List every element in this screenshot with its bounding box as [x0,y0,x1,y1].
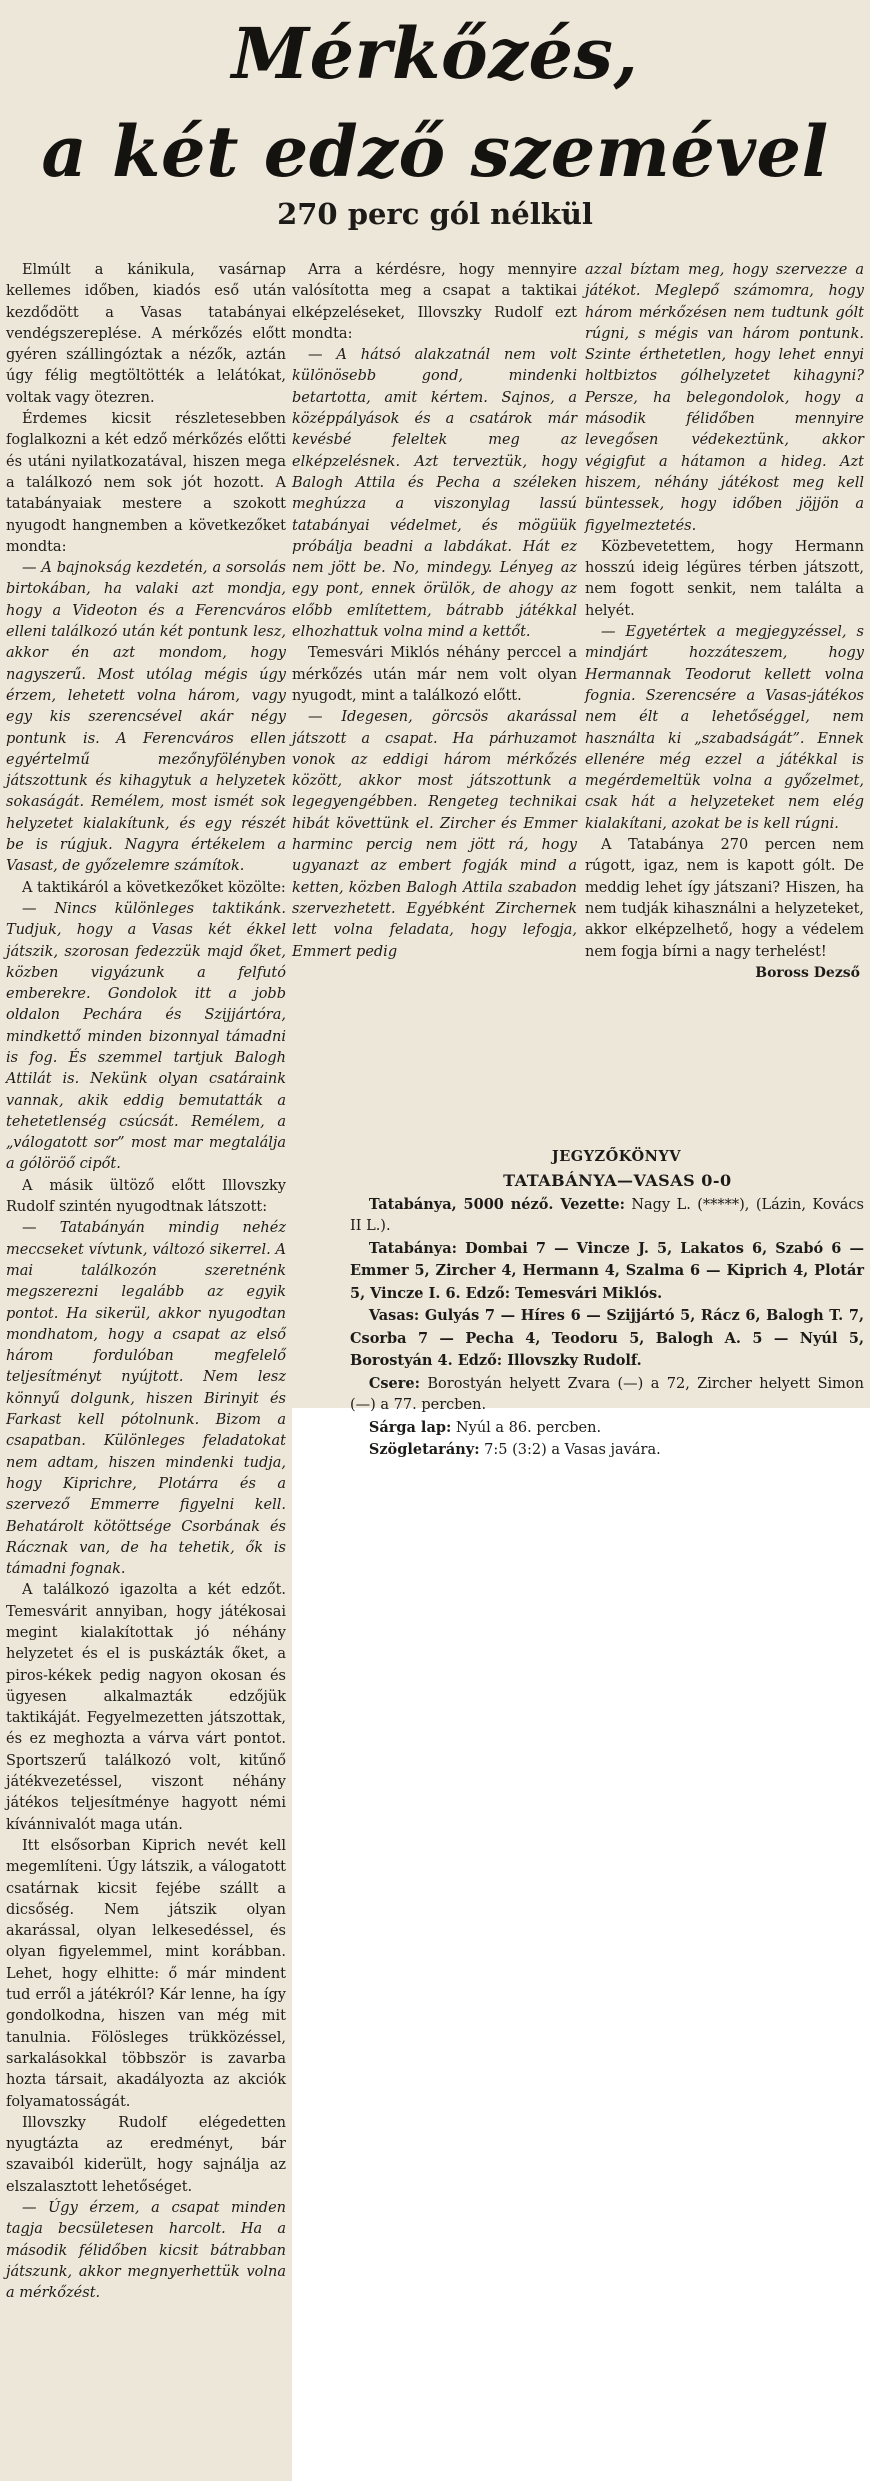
report-vasas-lineup [350,1305,864,1373]
article-column-1 [6,260,286,2305]
report-corners [350,1439,864,1462]
report-yellow-card [350,1417,864,1440]
tatabanya-text: Dombai 7 — Vincze J. 5, Lakatos 6, Szabó 6 — Emmer 5, Zircher 4, Hermann 4, Szalma 6 — Kiprich 4, Plotár 5, Vincze I. 6. Edző: Temesvári Miklós. [350,1239,864,1302]
subs-text: Borostyán helyett Zvara (—) a 72, Zircher helyett Simon (—) a 77. percben. [350,1375,864,1413]
paragraph: — Egyetértek a megjegyzéssel, s mindjárt hozzáteszem, hogy Hermannak Teodorut kellett volna fognia. Szerencsére a Vasas-játékos nem élt a lehetőséggel, nem használta ki „szabadságát”. Ennek ellenére még ezzel a játékkal is megérdemeltük volna a győzelmet, csak hát a helyzeteket nem elég kialakítani, azokat be is kell rúgni. [585,624,864,832]
paragraph: — A bajnokság kezdetén, a sorsolás birtokában, ha valaki azt mondja, hogy a Videoton és a Ferencváros elleni találkozó után két pontunk lesz, akkor én azt mondom, hogy nagyszerű. Most utólag mégis úgy érzem, lehetett volna három, vagy egy kis szerencsével akár négy pontunk is. A Ferencváros ellen egyértelmű mezőnyfölényben játszottunk és kihagytuk a helyzetek sokaságát. Remélem, most ismét sok helyzetet kialakítunk, és egy részét be is rúgjuk. Nagyra értékelem a Vasast, de győzelemre számítok. [6,560,286,875]
paragraph: — Tatabányán mindig nehéz meccseket vívtunk, változó sikerrel. A mai találkozón szeretnénk megszerezni legalább az egyik pontot. Ha sikerül, akkor nyugodtan mondhatom, hogy a csapat az első három fordulóban megfelelő teljesítményt nyújtott. Nem lesz könnyű dolgunk, hiszen Birinyit és Farkast kell pótolnunk. Bizom a csapatban. Különleges feladatokat nem adtam, hiszen mindenki tudja, hogy Kiprichre, Plotárra és a szervező Emmerre figyelni kell. Behatárolt kötöttsége Csorbának és Rácznak van, de ha tehetik, ők is támadni fognak. [6,1220,286,1578]
headline-line-1: Mérkőzés, [231,12,639,95]
report-venue [350,1194,864,1238]
paragraph: azzal bíztam meg, hogy szervezze a játékot. Meglepő számomra, hogy három mérkőzésen nem tudtunk gólt rúgni, s mégis van három pontunk. Szinte érthetetlen, hogy lehet ennyi holtbiztos gólhelyzetet kihagyni? Persze, ha belegondolok, hogy a második félidőben mennyire levegősen védekeztünk, akkor végigfut a hátamon a hideg. Azt hiszem, néhány játékost meg kell büntessek, hogy időben jöjjön a figyelmeztetés. [585,262,864,534]
paragraph: Elmúlt a kánikula, vasárnap kellemes időben, kiadós eső után kezdődött a Vasas tatabányai vendégszereplése. A mérkőzés előtt gyéren szállingóztak a nézők, aztán úgy félig megtöltötték a lelátókat, voltak vagy ötezren. [6,262,286,406]
paragraph: — Úgy érzem, a csapat minden tagja becsületesen harcolt. Ha a második félidőben kicsit bátrabban játszunk, akkor megnyerhettük volna a mérkőzést. [6,2200,286,2302]
corners-label: Szögletarány: [368,1441,480,1458]
column-3-body [585,260,864,963]
subtitle: 270 perc gól nélkül [277,197,593,231]
report-result: TATABÁNYA—VASAS 0-0 [503,1170,732,1190]
vasas-text: Gulyás 7 — Híres 6 — Szijjártó 5, Rácz 6, Balogh T. 7, Csorba 7 — Pecha 4, Teodoru 5, Balogh A. 5 — Nyúl 5, Borostyán 4. Edző: Illovszky Rudolf. [350,1307,864,1369]
corners-text: 7:5 (3:2) a Vasas javára. [479,1442,661,1458]
paragraph: — Idegesen, görcsös akarással játszott a csapat. Ha párhuzamot vonok az eddigi három mérkőzés között, akkor most játszottunk a legegyengébben. Rengeteg technikai hibát követtünk el. Zircher és Emmer harminc percig nem jött rá, hogy ugyanazt az embert fogják mind a ketten, közben Balogh Attila szabadon szervezhetett. Egyébként Zirchernek lett volna feladata, hogy lefogja, Emmert pedig [292,709,577,960]
paragraph: A másik ültöző előtt Illovszky Rudolf szintén nyugodtnak látszott: [6,1177,286,1216]
article-column-2 [292,260,577,963]
paragraph: Itt elsősorban Kiprich nevét kell megemlíteni. Úgy látszik, a válogatott csatárnak kicsit fejébe szállt a dicsőség. Nem játszik olyan akarással, olyan lelkesedéssel, és olyan figyelemmel, mint korábban. Lehet, hogy elhitte: ő már mindent tud erről a játékról? Kár lenne, ha így gondolkodna, hiszen van még mit tanulnia. Fölösleges trükközéssel, sarkalásokkal többször is zavarba hozta társait, akadályozta az akciók folyamatosságát. [6,1837,286,2110]
paragraph: Közbevetettem, hogy Hermann hosszú ideig légüres térben játszott, nem fogott senkit, nem találta a helyét. [585,538,864,619]
yellow-text: Nyúl a 86. percben. [451,1419,602,1436]
paragraph: A Tatabánya 270 percen nem rúgott, igaz, nem is kapott gólt. De meddig lehet így játszani? Hiszen, ha nem tudják kihasználni a helyzeteket, akkor elképzelhető, hogy a védelem nem fogja bírni a nagy terhelést! [585,837,864,960]
venue-label: Tatabánya, 5000 néző. Vezette: [368,1195,625,1213]
paragraph: Illovszky Rudolf elégedetten nyugtázta az eredményt, bár szavaiból kiderült, hogy sajnálja az elszalasztott lehetőséget. [6,2114,286,2195]
tatabanya-label: Tatabánya: [368,1239,457,1257]
author-signature: Boross Dezső [755,964,860,981]
paragraph: — Nincs különleges taktikánk. Tudjuk, hogy a Vasas két ékkel játszik, szorosan fedezzük majd őket, közben vigyázunk a felfutó emberekre. Gondolok itt a jobb oldalon Pechára és Szijjártóra, mindkettő minden bizonnyal támadni is fog. És szemmel tartjuk Balogh Attilát is. Nekünk olyan csatáraink vannak, akik eddig bemutatták a tehetetlenség csúcsát. Remélem, a „válogatott sor” most mar megtalálja a gólöröő cipőt. [6,900,286,1173]
article-column-3 [585,260,864,984]
subs-label: Csere: [368,1374,420,1392]
report-substitutions [350,1373,864,1417]
paragraph: A taktikáról a következőket közölte: [21,879,286,896]
yellow-label: Sárga lap: [368,1418,452,1436]
paragraph: Arra a kérdésre, hogy mennyire valósította meg a csapat a taktikai elképzeléseket, Illovszky Rudolf ezt mondta: [292,262,577,342]
paragraph: Temesvári Miklós néhány perccel a mérkőzés után már nem volt olyan nyugodt, mint a találkozó előtt. [292,645,577,704]
match-report-box [350,1146,864,1462]
paragraph: — A hátsó alakzatnál nem volt különösebb gond, mindenki betartotta, amit kértem. Sajnos, a középpályások és a csatárok már kevésbé feleltek meg az elképzelésnek. Azt terveztük, hogy Balogh Attila és Pecha a széleken meghúzza a viszonylag lassú tatabányai védelmet, és mögüük próbálja beadni a labdákat. Hát ez nem jött be. No, mindegy. Lényeg az egy pont, ennek örülök, de ahogy az előbb említettem, bátrabb játékkal elhozhattuk volna mind a kettőt. [292,347,577,641]
report-heading: JEGYZŐKÖNYV [551,1148,681,1165]
venue-text: Nagy L. (*****), (Lázin, Kovács II L.). [350,1196,864,1234]
paragraph: Érdemes kicsit részletesebben foglalkozni a két edző mérkőzés előtti és utáni nyilatkozatával, hiszen mega a találkozó nem sok jót hozott. A tatabányaiak mestere a szokott nyugodt hangnemben a következőket mondta: [6,411,286,555]
vasas-label: Vasas: [368,1307,420,1324]
report-tatabanya-lineup [350,1238,864,1306]
paragraph: A találkozó igazolta a két edzőt. Temesvárit annyiban, hogy játékosai megint kialakítottak jó néhány helyzetet és el is puskázták őket, a piros-kékek pedig nagyon okosan és ügyesen alkalmazták edzőjük taktikáját. Fegyelmezetten játszottak, és ez meghozta a várva várt pontot. Sportszerű találkozó volt, kitűnő játékvezetéssel, viszont néhány játékos teljesítménye hagyott némi kívánnivalót maga után. [6,1582,286,1833]
headline-line-2: a két edző szemével [41,110,829,193]
